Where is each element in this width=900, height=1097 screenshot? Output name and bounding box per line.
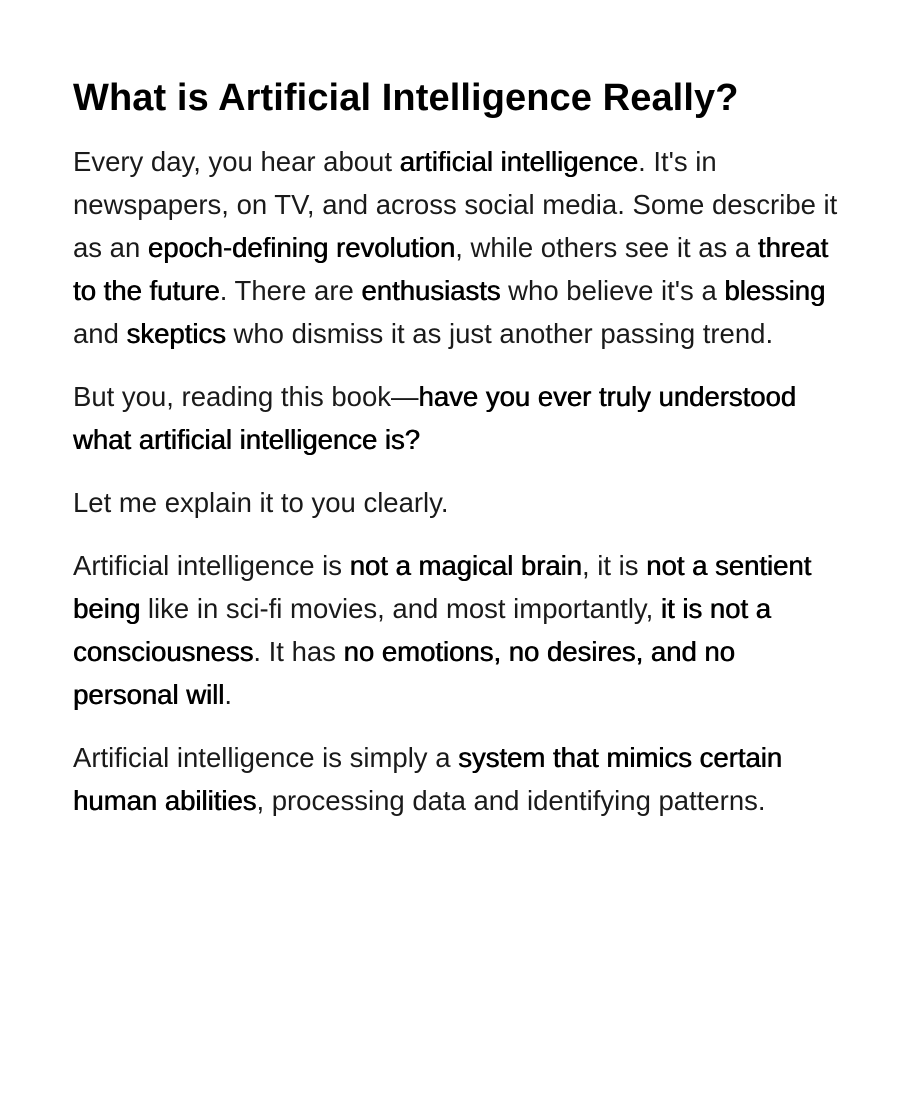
emphasized-text: have you ever truly understood what artificial intelligence is? [73,381,797,455]
emphasized-text: artificial intelligence [399,146,639,177]
text-run: . [224,679,232,710]
text-run: who believe it's a [500,275,725,306]
emphasized-text: enthusiasts [361,275,501,306]
emphasized-text: not a magical brain [349,550,582,581]
emphasized-text: skeptics [126,318,226,349]
text-run: . There are [219,275,362,306]
paragraph-1 [73,140,843,355]
emphasized-text: system that mimics certain human abilities [73,742,783,816]
body-text [73,140,843,822]
paragraph-4 [73,544,843,716]
text-run: . It has [253,636,344,667]
emphasized-text: no emotions, no desires, and no personal will [73,636,735,710]
paragraph-2 [73,375,843,461]
text-run: and [73,318,127,349]
emphasized-text: not a sentient being [73,550,812,624]
text-run: . It's in newspapers, on TV, and across social media. Some describe it as an [73,146,838,263]
page-title: What is Artificial Intelligence Really? [73,77,739,119]
emphasized-text: epoch-defining revolution [147,232,456,263]
text-run: Every day, you hear about [73,146,400,177]
text-run: Artificial intelligence is simply a [73,742,459,773]
emphasized-text: blessing [724,275,826,306]
text-run: Artificial intelligence is [73,550,350,581]
paragraph-3 [73,481,843,524]
text-run: like in sci-fi movies, and most importantly, [140,593,661,624]
text-run: who dismiss it as just another passing trend. [225,318,774,349]
text-run: , it is [582,550,647,581]
document-page [73,72,843,842]
emphasized-text: threat to the future [73,232,829,306]
paragraph-5 [73,736,843,822]
text-run: , processing data and identifying patterns. [256,785,766,816]
text-run: , while others see it as a [455,232,758,263]
text-run: But you, reading this book— [73,381,419,412]
emphasized-text: it is not a consciousness [73,593,771,667]
text-run: Let me explain it to you clearly. [73,487,449,518]
